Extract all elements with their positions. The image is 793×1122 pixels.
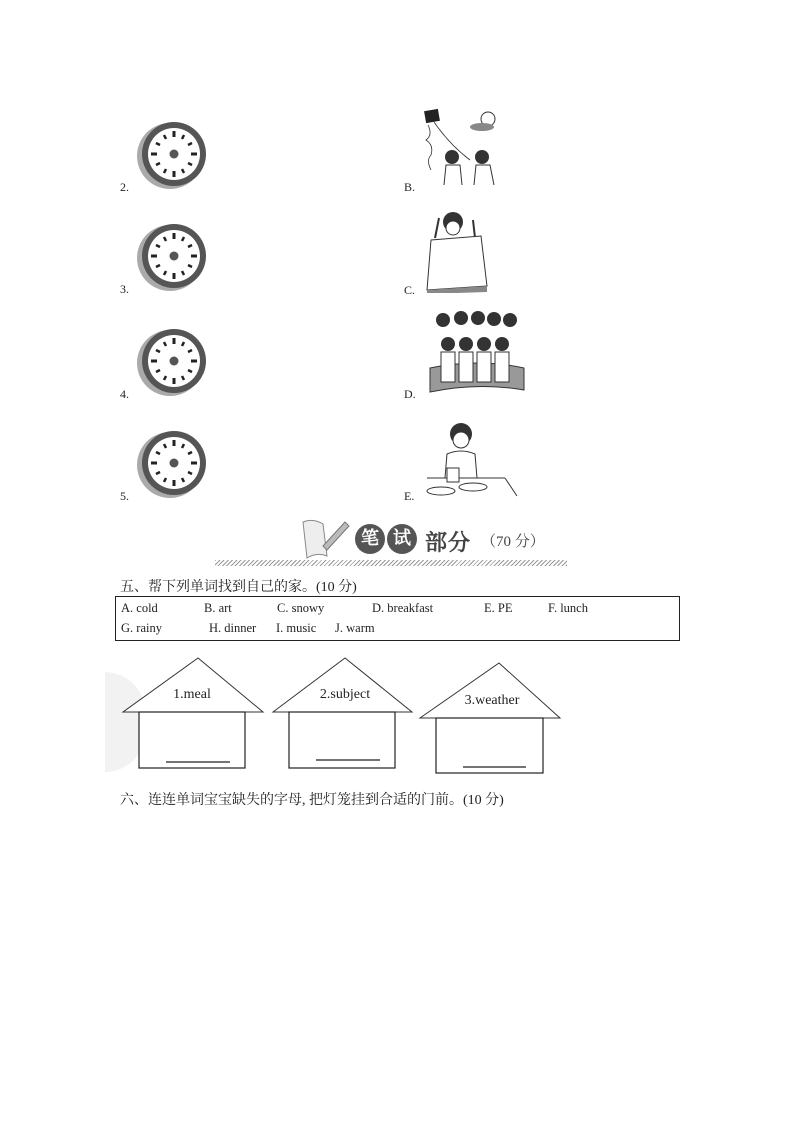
banner-hatch-line [215,560,567,566]
kite-picture [420,105,502,187]
circle-char: 笔 [355,524,385,554]
item-number: 2. [120,180,129,194]
word-option: F. lunch [548,601,588,615]
word-option: I. music [276,621,317,635]
clock-icon [136,427,208,499]
section-6-title: 六、连连单词宝宝缺失的字母, 把灯笼挂到合适的门前。(10 分) [120,793,504,808]
word-option: B. art [204,601,232,615]
clock-icon [136,220,208,292]
banner-score: （70 分） [481,534,545,550]
house-label: 1.meal [173,687,211,702]
word-option: G. rainy [121,621,162,635]
word-option: H. dinner [209,621,257,635]
clock-icon [136,325,208,397]
house-label: 2.subject [319,687,371,702]
word-option: C. snowy [277,601,325,615]
item-number: 5. [120,489,129,503]
bed-picture [425,208,495,293]
item-letter: D. [404,387,416,401]
house-weather [418,660,564,778]
word-option: J. warm [335,621,375,635]
word-option: A. cold [121,601,158,615]
circle-char: 试 [387,524,417,554]
written-section-banner [215,516,570,568]
word-option: E. PE [484,601,513,615]
item-letter: E. [404,489,415,503]
scroll-pen-icon [293,516,353,564]
clock-icon [136,118,208,190]
house-subject [270,655,416,773]
item-letter: B. [404,180,416,194]
singing-picture [428,308,526,400]
breakfast-picture [425,418,520,500]
house-meal [120,655,266,773]
banner-title: 部分 [425,531,472,556]
item-number: 4. [120,387,129,401]
item-letter: C. [404,283,416,297]
word-bank [115,596,680,641]
word-option: D. breakfast [372,601,434,615]
section-5-title: 五、帮下列单词找到自己的家。(10 分) [120,580,357,595]
item-number: 3. [120,282,129,296]
house-label: 3.weather [464,693,520,708]
